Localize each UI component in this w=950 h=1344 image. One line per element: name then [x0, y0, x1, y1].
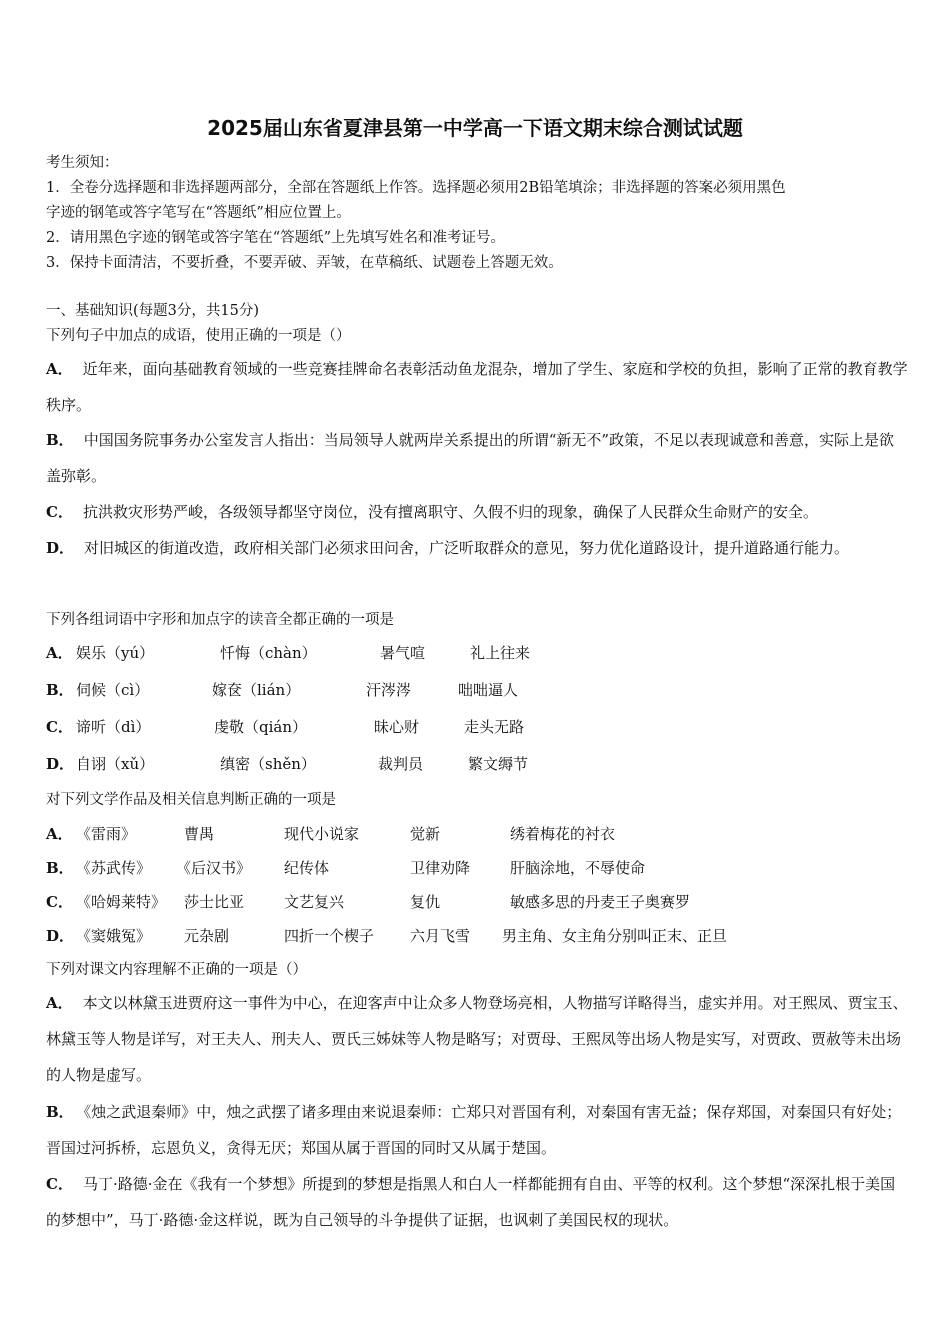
option-b	[46, 679, 908, 703]
info-cell: 《雷雨》	[76, 825, 137, 843]
word-cell: 暑气喧	[380, 644, 426, 662]
option-text: 对旧城区的街道改造，政府相关部门必须求田问舍，广泛听取群众的意见，努力优化道路设计，提升道路通行能力。	[84, 539, 850, 557]
option-a	[46, 985, 908, 1093]
info-cell: 卫律劝降	[410, 859, 471, 877]
page-title: 2025届山东省夏津县第一中学高一下语文期末综合测试试题	[207, 116, 743, 140]
info-cell: 纪传体	[284, 859, 330, 877]
notice-header: 考生须知：	[46, 155, 119, 171]
notice-item: 3．保持卡面清洁，不要折叠，不要弄破、弄皱，在草稿纸、试题卷上答题无效。	[46, 255, 563, 271]
option-d	[46, 753, 908, 777]
option-label: A．	[46, 360, 73, 378]
option-c	[46, 1166, 908, 1238]
option-label: D．	[46, 755, 75, 773]
option-label: D．	[46, 927, 75, 945]
info-cell: 肝脑涂地，不辱使命	[510, 859, 646, 877]
option-c	[46, 716, 908, 740]
section-heading: 一、基础知识(每题3分，共15分)	[46, 303, 259, 319]
option-label: C．	[46, 893, 73, 911]
info-cell: 《后汉书》	[176, 859, 252, 877]
notice-item: 1．全卷分选择题和非选择题两部分，全部在答题纸上作答。选择题必须用2B铅笔填涂；非选择题的答案必须用黑色	[46, 180, 786, 196]
info-cell: 元杂剧	[184, 927, 230, 945]
option-label: B．	[46, 859, 74, 877]
option-text: 《烛之武退秦师》中，烛之武摆了诸多理由来说退秦师：亡郑只对晋国有利，对秦国有害无益；保存郑国，对秦国只有好处；晋国过河拆桥，忘恩负义，贪得无厌；郑国从属于晋国的同时又从属于楚国。	[46, 1103, 902, 1157]
question-stem: 下列各组词语中字形和加点字的读音全都正确的一项是	[46, 612, 394, 628]
option-a	[46, 823, 908, 847]
option-label: B．	[46, 1103, 74, 1121]
question-stem: 下列对课文内容理解不正确的一项是（）	[46, 962, 307, 978]
info-cell: 六月飞雪	[410, 927, 471, 945]
word-cell: 咄咄逼人	[458, 681, 519, 699]
word-cell: 昧心财	[374, 718, 420, 736]
word-cell: 礼上往来	[470, 644, 531, 662]
option-text: 马丁·路德·金在《我有一个梦想》所提到的梦想是指黑人和白人一样都能拥有自由、平等的权利。这个梦想“深深扎根于美国的梦想中”，马丁·路德·金这样说，既为自己领导的斗争提供了证据，也讽刺了美国民权的现状。	[46, 1175, 896, 1229]
question-stem: 对下列文学作品及相关信息判断正确的一项是	[46, 792, 336, 808]
word-cell: 娱乐（yú）	[76, 644, 155, 662]
option-label: A．	[46, 994, 73, 1012]
info-cell: 莎士比亚	[184, 893, 245, 911]
option-label: A．	[46, 825, 73, 843]
info-cell: 觉新	[410, 825, 441, 843]
word-cell: 忏悔（chàn）	[220, 644, 317, 662]
notice-item: 2．请用黑色字迹的钢笔或答字笔在“答题纸”上先填写姓名和准考证号。	[46, 230, 506, 246]
option-text: 中国国务院事务办公室发言人指出：当局领导人就两岸关系提出的所谓“新无不”政策，不足以表现诚意和善意，实际上是欲盖弥彰。	[46, 431, 895, 485]
info-cell: 《窦娥冤》	[76, 927, 152, 945]
option-b	[46, 857, 908, 881]
word-cell: 嫁奁（lián）	[212, 681, 301, 699]
info-cell: 男主角、女主角分别叫正末、正旦	[502, 927, 728, 945]
option-label: D．	[46, 539, 75, 557]
option-b	[46, 1094, 908, 1166]
word-cell: 走头无路	[464, 718, 525, 736]
option-b	[46, 422, 908, 494]
info-cell: 复仇	[410, 893, 441, 911]
option-text: 近年来，面向基础教育领域的一些竞赛挂牌命名表彰活动鱼龙混杂，增加了学生、家庭和学校的负担，影响了正常的教育教学秩序。	[46, 360, 908, 414]
question-stem: 下列句子中加点的成语，使用正确的一项是（）	[46, 328, 351, 344]
option-a	[46, 642, 908, 666]
option-c	[46, 494, 908, 530]
option-c	[46, 891, 908, 915]
word-cell: 伺候（cì）	[76, 681, 150, 699]
option-label: C．	[46, 503, 73, 521]
info-cell: 现代小说家	[284, 825, 360, 843]
option-label: B．	[46, 681, 74, 699]
option-label: C．	[46, 1175, 73, 1193]
word-cell: 谛听（dì）	[76, 718, 151, 736]
info-cell: 《哈姆莱特》	[76, 893, 167, 911]
option-label: A．	[46, 644, 73, 662]
info-cell: 绣着梅花的衬衣	[510, 825, 616, 843]
option-label: C．	[46, 718, 73, 736]
word-cell: 虔敬（qián）	[214, 718, 308, 736]
option-d	[46, 925, 908, 949]
info-cell: 敏感多思的丹麦王子奥赛罗	[510, 893, 691, 911]
info-cell: 曹禺	[184, 825, 215, 843]
info-cell: 《苏武传》	[76, 859, 152, 877]
word-cell: 自诩（xǔ）	[76, 755, 155, 773]
option-text: 本文以林黛玉进贾府这一事件为中心，在迎客声中让众多人物登场亮相，人物描写详略得当，虚实并用。对王熙凤、贾宝玉、林黛玉等人物是详写，对王夫人、刑夫人、贾氏三姊妹等人物是略写；对贾母、王熙凤等出场人物是实写，对贾政、贾赦等未出场的人物是虚写。	[46, 994, 908, 1084]
word-cell: 缜密（shěn）	[220, 755, 316, 773]
option-text: 抗洪救灾形势严峻，各级领导都坚守岗位，没有擅离职守、久假不归的现象，确保了人民群众生命财产的安全。	[82, 503, 818, 521]
word-cell: 汗涔涔	[366, 681, 412, 699]
word-cell: 裁判员	[378, 755, 424, 773]
option-label: B．	[46, 431, 74, 449]
option-d	[46, 530, 908, 566]
word-cell: 繁文缛节	[468, 755, 529, 773]
info-cell: 四折一个楔子	[284, 927, 375, 945]
option-a	[46, 351, 908, 423]
info-cell: 文艺复兴	[284, 893, 345, 911]
notice-item: 字迹的钢笔或答字笔写在“答题纸”相应位置上。	[46, 205, 351, 221]
